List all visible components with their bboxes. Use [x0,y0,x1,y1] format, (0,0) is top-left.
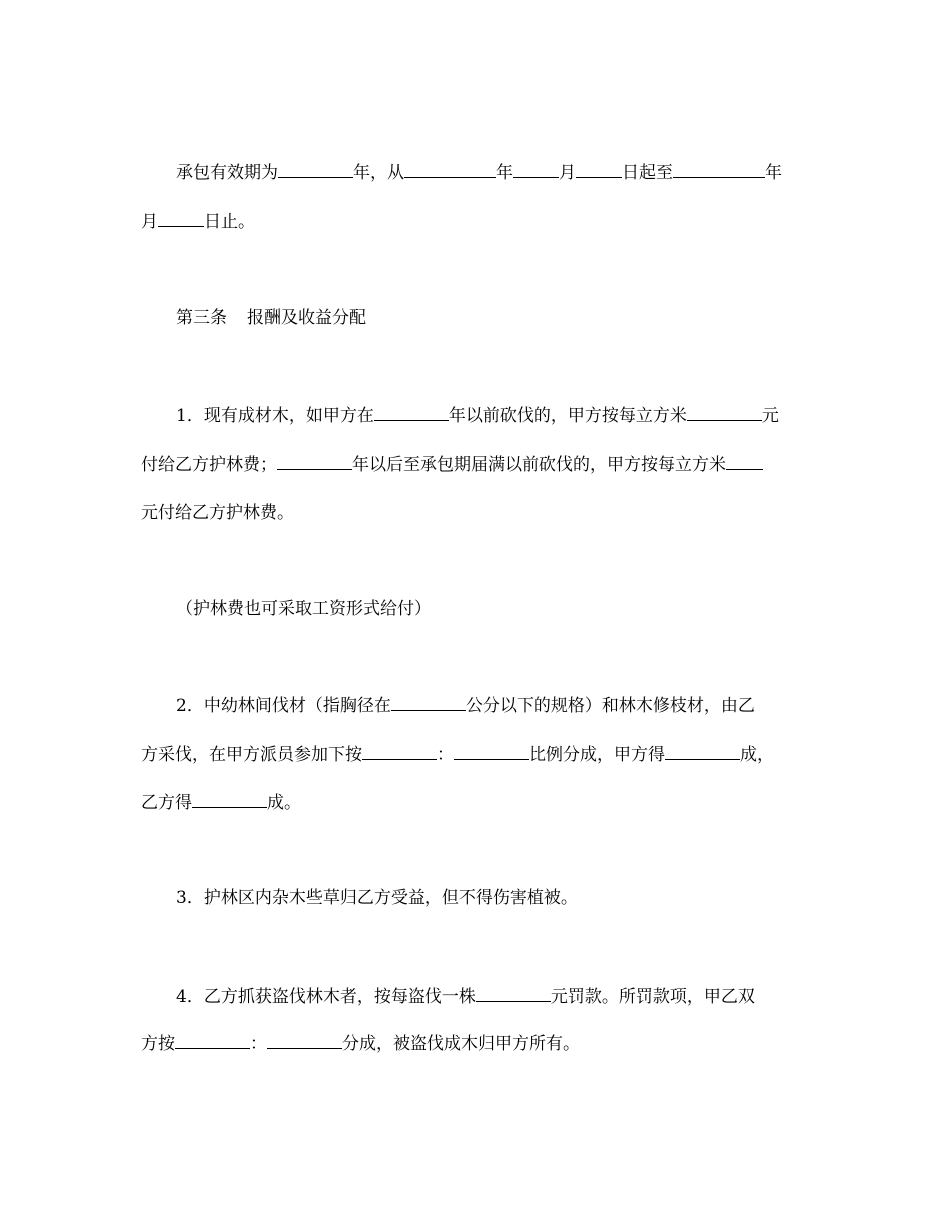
item-text: 1．现有成材木，如甲方在 [176,406,374,426]
item-1-line-3 [141,502,294,524]
blank-field [362,743,437,760]
blank-field [476,985,551,1002]
blank-field [267,1032,342,1049]
item-text: 元付给乙方护林费。 [141,503,294,523]
term-text: 日起至 [622,163,673,183]
blank-field [687,404,762,421]
item-text: 元罚款。所罚款项，甲乙双 [550,987,755,1007]
blank-field [175,1032,250,1049]
item-text: 成， [740,745,774,765]
term-text: 承包有效期为 [176,163,278,183]
blank-field [726,453,763,470]
blank-field [665,743,740,760]
item-text: 成。 [267,793,301,813]
blank-field [576,161,622,178]
item-text: 元 [761,406,779,426]
blank-field [673,161,765,178]
item-text: 年以前砍伐的，甲方按每立方米 [448,406,687,426]
article-title: 报酬及收益分配 [247,308,366,328]
term-line-2 [141,210,255,233]
blank-field [391,694,466,711]
item-2-line-1 [176,694,755,717]
term-text: 月 [141,212,158,232]
term-text: 年 [765,163,782,183]
item-text: 4．乙方抓获盗伐林木者，按每盗伐一株 [176,987,476,1007]
term-text: 年 [496,163,513,183]
item-text: ： [437,745,454,765]
blank-field [454,743,529,760]
blank-field [404,161,496,178]
item-text: 公分以下的规格）和林木修枝材，由乙 [465,696,755,716]
item-text: 2．中幼林间伐材（指胸径在 [176,696,391,716]
term-text: 月 [559,163,576,183]
item-2-line-3 [141,791,301,814]
blank-field [374,404,449,421]
article-number: 第三条 [176,308,227,328]
note-text: （护林费也可采取工资形式给付） [176,599,431,619]
blank-field [277,453,352,470]
blank-field [192,791,267,808]
item-1-line-2 [141,453,763,476]
item-text: 付给乙方护林费； [141,455,277,475]
blank-field [513,161,559,178]
blank-field [278,161,353,178]
item-text: 比例分成，甲方得 [529,745,665,765]
item-4-line-2 [141,1032,580,1055]
item-text: 方采伐，在甲方派员参加下按 [141,745,362,765]
blank-field [158,210,204,227]
term-text: 日止。 [204,212,255,232]
item-text: 方按 [141,1034,175,1054]
item-4-line-1 [176,985,755,1008]
term-text: 年，从 [353,163,404,183]
item-text: 乙方得 [141,793,192,813]
item-3-text: 3．护林区内杂木些草归乙方受益，但不得伤害植被。 [176,888,578,908]
item-text: ： [250,1034,267,1054]
item-text: 年以后至承包期届满以前砍伐的，甲方按每立方米 [352,455,726,475]
article-heading [176,307,366,329]
term-line-1 [176,161,782,184]
item-text: 分成，被盗伐成木归甲方所有。 [342,1034,580,1054]
item-1-line-1 [176,404,779,427]
item-2-line-2 [141,743,774,766]
